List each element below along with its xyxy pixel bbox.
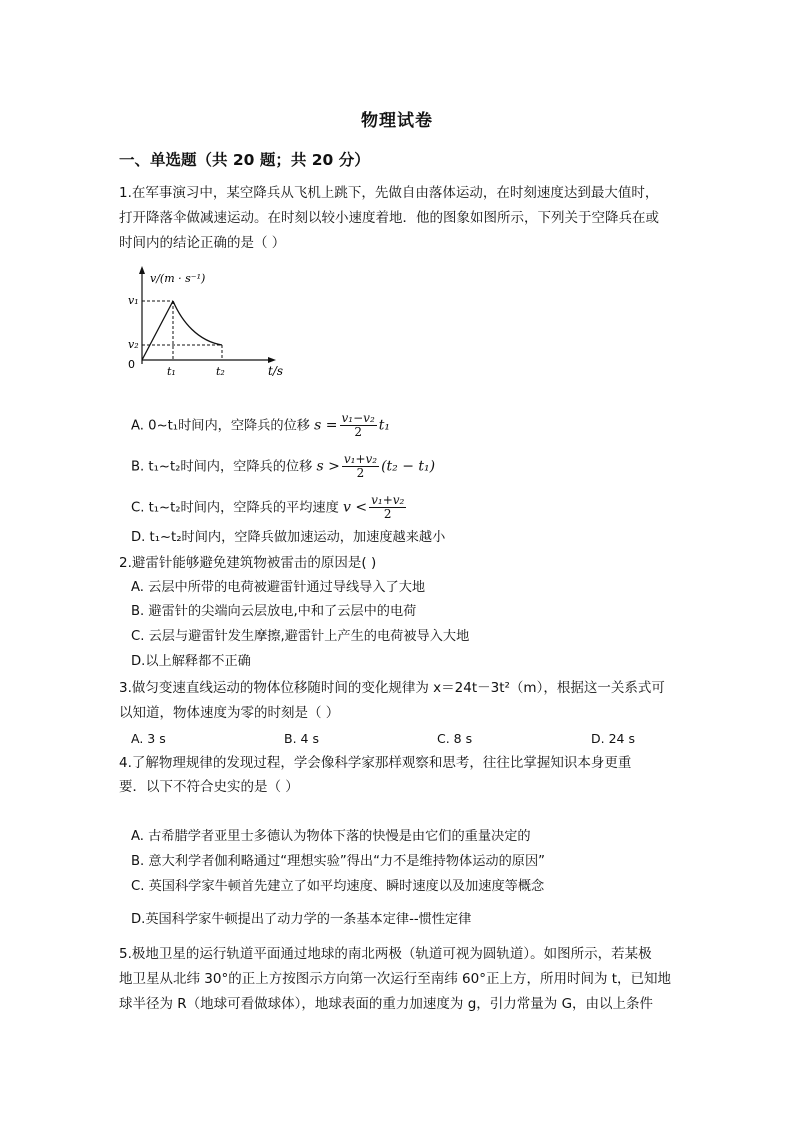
q1-option-a-lhs: s = — [314, 417, 338, 434]
q1-option-b-lhs: s > — [316, 458, 340, 475]
q1-line-2: 打开降落伞做减速运动。在时刻以较小速度着地．他的图象如图所示，下列关于空降兵在或 — [119, 210, 659, 226]
q2-option-a[interactable]: A. 云层中所带的电荷被避雷针通过导线导入了大地 — [131, 580, 426, 595]
q5-line-3: 球半径为 R（地球可看做球体），地球表面的重力加速度为 g，引力常量为 G，由以上条件 — [119, 996, 654, 1012]
q1-option-c-fraction: $\frac{\text{v₁+v₂}}{2}$ — [371, 493, 405, 521]
q5-line-2: 地卫星从北纬 30°的正上方按图示方向第一次运行至南纬 60°正上方，所用时间为 t，已知地 — [119, 971, 672, 987]
q4-option-a[interactable]: A. 古希腊学者亚里士多德认为物体下落的快慢是由它们的重量决定的 — [131, 829, 531, 844]
origin-label: 0 — [128, 358, 135, 371]
q4-line-2: 要．以下不符合史实的是（ ） — [119, 779, 299, 795]
q3-line-2: 以知道，物体速度为零的时刻是（ ） — [119, 705, 340, 721]
x-axis-arrow — [268, 357, 276, 363]
q1-option-a[interactable] — [131, 412, 390, 439]
q1-option-c-text: C. t₁~t₂时间内，空降兵的平均速度 — [131, 500, 339, 516]
q2-stem: 2.避雷针能够避免建筑物被雷击的原因是( ) — [119, 555, 377, 571]
q4-option-d[interactable]: D.英国科学家牛顿提出了动力学的一条基本定律--惯性定律 — [131, 912, 472, 927]
t1-label: t₁ — [167, 365, 176, 378]
t2-label: t₂ — [216, 365, 225, 378]
v2-label: v₂ — [128, 338, 139, 351]
accel-segment — [142, 301, 173, 360]
q3-line-1: 3.做匀变速直线运动的物体位移随时间的变化规律为 x＝24t－3t²（m），根据这一关系式可 — [119, 680, 665, 696]
q2-option-c[interactable]: C. 云层与避雷针发生摩擦,避雷针上产生的电荷被导入大地 — [131, 629, 470, 644]
q1-option-a-text: A. 0~t₁时间内，空降兵的位移 — [131, 418, 310, 434]
q1-option-c-lhs: v < — [343, 499, 368, 516]
v1-label: v₁ — [128, 294, 139, 307]
q1-option-b-fraction: $\frac{\text{v₁+v₂}}{2}$ — [343, 452, 378, 480]
page-title: 物理试卷 — [361, 111, 433, 131]
q4-option-b[interactable]: B. 意大利学者伽利略通过“理想实验”得出“力不是维持物体运动的原因” — [131, 854, 546, 869]
q3-option-b[interactable]: B. 4 s — [284, 731, 319, 746]
y-axis-label: v/(m · s⁻¹) — [150, 272, 206, 285]
q5-line-1: 5.极地卫星的运行轨道平面通过地球的南北两极（轨道可视为圆轨道）。如图所示，若某极 — [119, 946, 652, 962]
decel-curve — [173, 301, 222, 345]
q1-option-c[interactable] — [131, 494, 408, 521]
q2-option-d[interactable]: D.以上解释都不正确 — [131, 654, 251, 669]
q1-line-3: 时间内的结论正确的是（ ） — [119, 235, 286, 251]
q1-option-b-text: B. t₁~t₂时间内，空降兵的位移 — [131, 459, 313, 475]
section-heading: 一、单选题（共 20 题；共 20 分） — [119, 151, 370, 169]
q1-line-1: 1.在军事演习中，某空降兵从飞机上跳下，先做自由落体运动，在时刻速度达到最大值时， — [119, 185, 659, 201]
x-axis-label: t/s — [268, 364, 284, 378]
q1-option-a-tail: t₁ — [378, 417, 391, 434]
q2-option-b[interactable]: B. 避雷针的尖端向云层放电,中和了云层中的电荷 — [131, 604, 417, 619]
q4-option-c[interactable]: C. 英国科学家牛顿首先建立了如平均速度、瞬时速度以及加速度等概念 — [131, 879, 545, 894]
q1-option-a-fraction: $\frac{\text{v₁−v₂}}{2}$ — [341, 411, 375, 439]
y-axis-arrow — [139, 266, 145, 274]
q3-option-c[interactable]: C. 8 s — [437, 731, 473, 746]
q1-option-b-tail: (t₂ − t₁) — [381, 458, 436, 475]
q1-option-b[interactable] — [131, 453, 435, 480]
q1-option-d[interactable]: D. t₁~t₂时间内，空降兵做加速运动，加速度越来越小 — [131, 530, 446, 545]
q3-option-d[interactable]: D. 24 s — [591, 731, 635, 746]
q3-option-a[interactable]: A. 3 s — [131, 731, 166, 746]
velocity-time-graph — [120, 264, 300, 384]
q4-line-1: 4.了解物理规律的发现过程，学会像科学家那样观察和思考，往往比掌握知识本身更重 — [119, 755, 632, 771]
